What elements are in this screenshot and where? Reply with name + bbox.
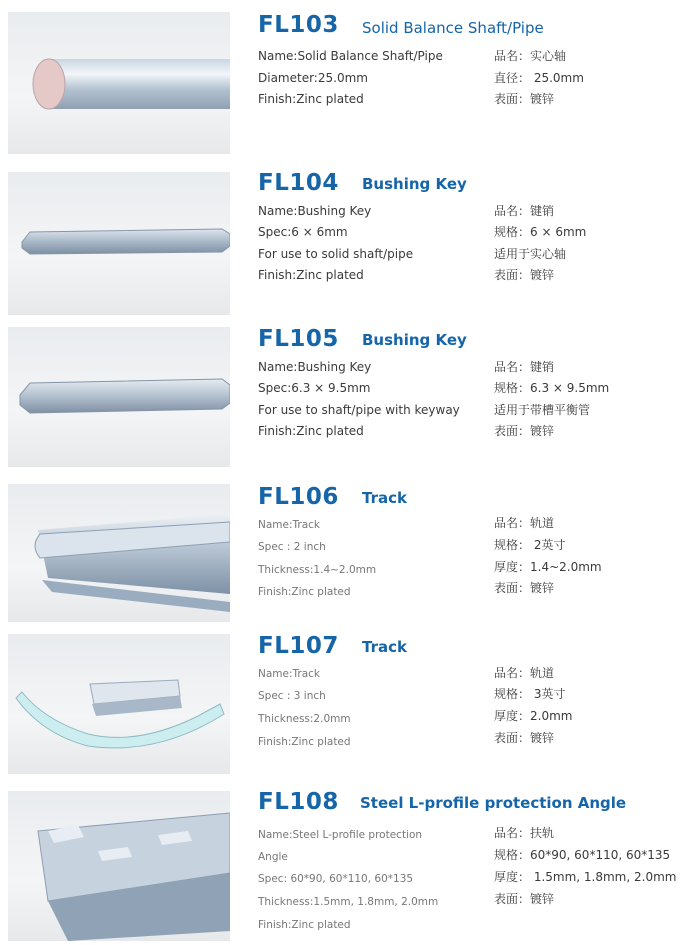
spec-finish-cn: 表面：镀锌 bbox=[494, 892, 555, 906]
spec-finish-cn: 表面：镀锌 bbox=[494, 581, 555, 595]
spec-diameter: Diameter:25.0mm bbox=[258, 71, 368, 85]
spec-finish-cn: 表面：镀锌 bbox=[494, 268, 555, 282]
spec-finish-cn: 表面：镀锌 bbox=[494, 731, 555, 745]
spec-size: Spec : 3 inch bbox=[258, 690, 326, 702]
spec-name-cont: Angle bbox=[258, 851, 288, 863]
product-title: Steel L-profile protection Angle bbox=[360, 794, 627, 812]
spec-size: Spec: 60*90, 60*110, 60*135 bbox=[258, 873, 414, 885]
spec-name-cn: 品名：轨道 bbox=[494, 666, 555, 680]
product-title: Track bbox=[362, 638, 407, 656]
spec-usage-cn: 适用于带槽平衡管 bbox=[494, 403, 591, 417]
spec-finish-cn: 表面：镀锌 bbox=[494, 424, 555, 438]
spec-finish: Finish:Zinc plated bbox=[258, 919, 351, 931]
spec-thickness: Thickness:2.0mm bbox=[258, 713, 351, 725]
spec-size: Spec : 2 inch bbox=[258, 541, 326, 553]
spec-thickness-cn: 厚度：1.4~2.0mm bbox=[494, 560, 602, 574]
spec-finish: Finish:Zinc plated bbox=[258, 92, 364, 106]
spec-size: Spec:6.3 × 9.5mm bbox=[258, 381, 371, 395]
spec-name: Name:Bushing Key bbox=[258, 360, 372, 374]
spec-name: Name:Steel L-profile protection bbox=[258, 829, 423, 841]
product-photo bbox=[8, 12, 230, 154]
spec-size-cn: 规格：60*90, 60*110, 60*135 bbox=[494, 848, 671, 862]
l-angle-icon bbox=[8, 791, 230, 941]
product-code: FL104 bbox=[258, 170, 339, 196]
spec-size-cn: 规格：6.3 × 9.5mm bbox=[494, 381, 610, 395]
spec-name: Name:Track bbox=[258, 519, 320, 531]
spec-finish-cn: 表面：镀锌 bbox=[494, 92, 555, 106]
spec-usage: For use to shaft/pipe with keyway bbox=[258, 403, 460, 417]
spec-size-cn: 规格：6 × 6mm bbox=[494, 225, 587, 239]
track-icon bbox=[8, 484, 230, 622]
spec-name-cn: 品名：实心轴 bbox=[494, 49, 567, 63]
spec-diameter-cn: 直径： 25.0mm bbox=[494, 71, 584, 85]
spec-finish: Finish:Zinc plated bbox=[258, 586, 351, 598]
product-code: FL106 bbox=[258, 484, 339, 510]
product-code: FL105 bbox=[258, 326, 339, 352]
product-code: FL107 bbox=[258, 633, 339, 659]
spec-name: Name:Solid Balance Shaft/Pipe bbox=[258, 49, 443, 63]
spec-name-cn: 品名：键销 bbox=[494, 204, 555, 218]
spec-name: Name:Track bbox=[258, 668, 320, 680]
curved-track-icon bbox=[8, 634, 230, 774]
product-photo bbox=[8, 172, 230, 315]
product-fl104 bbox=[0, 160, 700, 320]
product-photo bbox=[8, 484, 230, 622]
bushing-key-icon bbox=[8, 172, 230, 315]
product-fl105 bbox=[0, 320, 700, 480]
product-code: FL103 bbox=[258, 12, 339, 38]
product-photo bbox=[8, 791, 230, 941]
product-title: Bushing Key bbox=[362, 175, 467, 193]
spec-size-cn: 规格： 2英寸 bbox=[494, 538, 566, 552]
product-photo bbox=[8, 634, 230, 774]
spec-size: Spec:6 × 6mm bbox=[258, 225, 348, 239]
spec-thickness: Thickness:1.4~2.0mm bbox=[258, 564, 377, 576]
spec-usage-cn: 适用于实心轴 bbox=[494, 247, 567, 261]
product-title: Solid Balance Shaft/Pipe bbox=[362, 19, 544, 37]
product-fl103 bbox=[0, 0, 700, 160]
product-title: Track bbox=[362, 489, 407, 507]
bushing-key-icon bbox=[8, 327, 230, 467]
product-fl108 bbox=[0, 785, 700, 945]
spec-name-cn: 品名：轨道 bbox=[494, 516, 555, 530]
spec-finish: Finish:Zinc plated bbox=[258, 736, 351, 748]
spec-name: Name:Bushing Key bbox=[258, 204, 372, 218]
spec-finish: Finish:Zinc plated bbox=[258, 268, 364, 282]
solid-shaft-icon bbox=[8, 12, 230, 154]
spec-finish: Finish:Zinc plated bbox=[258, 424, 364, 438]
spec-name-cn: 品名：扶轨 bbox=[494, 826, 555, 840]
product-title: Bushing Key bbox=[362, 331, 467, 349]
spec-thickness-cn: 厚度：2.0mm bbox=[494, 709, 573, 723]
spec-thickness-cn: 厚度： 1.5mm, 1.8mm, 2.0mm bbox=[494, 870, 677, 884]
product-fl107 bbox=[0, 630, 700, 785]
product-fl106 bbox=[0, 480, 700, 630]
spec-size-cn: 规格： 3英寸 bbox=[494, 687, 566, 701]
product-photo bbox=[8, 327, 230, 467]
spec-usage: For use to solid shaft/pipe bbox=[258, 247, 414, 261]
spec-thickness: Thickness:1.5mm, 1.8mm, 2.0mm bbox=[258, 896, 439, 908]
spec-name-cn: 品名：键销 bbox=[494, 360, 555, 374]
product-code: FL108 bbox=[258, 789, 339, 815]
